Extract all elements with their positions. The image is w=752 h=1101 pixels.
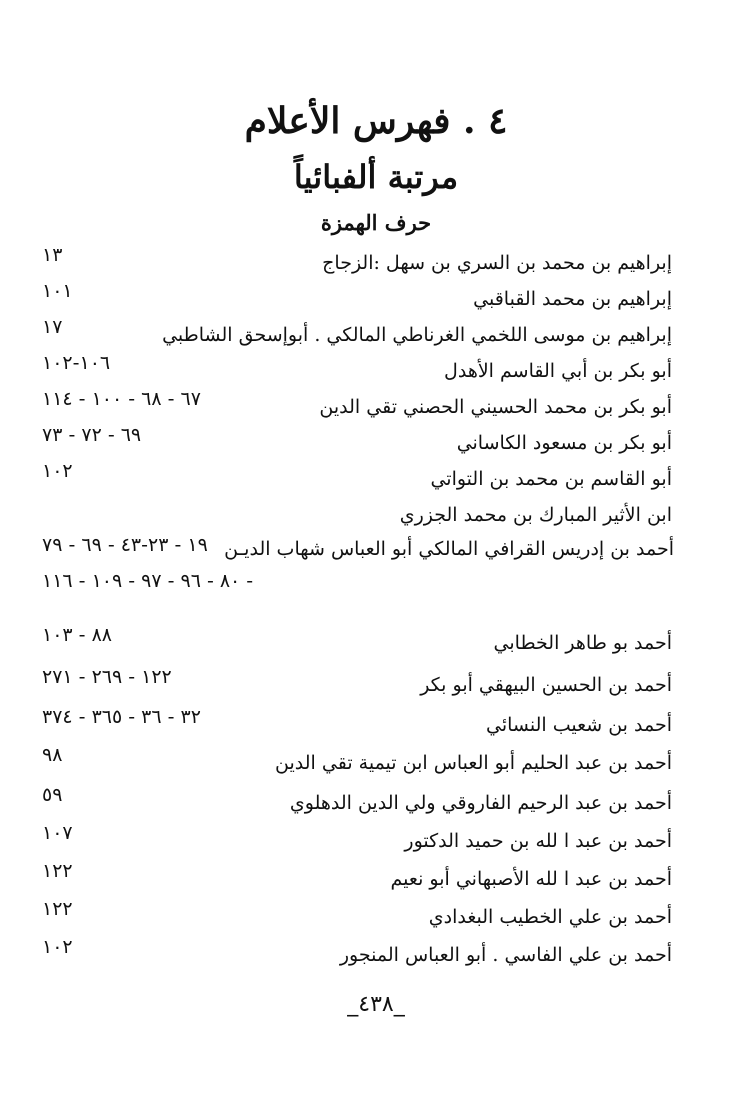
- index-entry: [0, 930, 752, 966]
- entry-pages: ٨٨ - ١٠٣: [42, 624, 112, 646]
- index-entry: [0, 310, 752, 346]
- entry-pages: ٦٩ - ٧٢ - ٧٣: [42, 424, 142, 446]
- entry-name: أحمد بن شعيب النسائي: [486, 714, 672, 736]
- entry-name: إبراهيم بن موسى اللخمي الغرناطي المالكي . أبوإسحق الشاطبي: [162, 324, 672, 346]
- entry-name: أحمد بن الحسين البيهقي أبو بكر: [420, 674, 672, 696]
- entry-pages: ٩٨: [42, 744, 63, 766]
- letter-heading: حرف الهمزة: [320, 210, 432, 235]
- index-entry: [0, 778, 752, 814]
- index-entry: [0, 238, 752, 274]
- page-number: _٤٣٨_: [347, 992, 405, 1017]
- index-entry: [0, 892, 752, 928]
- index-title: ٤ . فهرس الأعلام: [244, 100, 508, 142]
- index-entry: [0, 618, 752, 654]
- entry-name: أحمد بن عبد الحليم أبو العباس ابن تيمية تقي الدين: [275, 752, 672, 774]
- entry-pages: ١٢٢: [42, 860, 73, 882]
- entry-pages: ٣٢ - ٣٦ - ٣٦٥ - ٣٧٤: [42, 706, 201, 728]
- entry-name: أحمد بو طاهر الخطابي: [493, 632, 672, 654]
- index-entry: [0, 738, 752, 774]
- index-entry: [0, 274, 752, 310]
- index-subtitle: مرتبة ألفبائياً: [293, 158, 459, 196]
- index-entry: [0, 660, 752, 696]
- entry-name: إبراهيم بن محمد بن السري بن سهل :الزجاج: [322, 252, 672, 274]
- entry-name: أحمد بن عبد الرحيم الفاروقي ولي الدين الدهلوي: [289, 792, 672, 814]
- entry-pages: ١٧: [42, 316, 63, 338]
- entry-pages: ١٠٧: [42, 822, 73, 844]
- entry-pages: ١٠٢: [42, 460, 73, 482]
- index-entry: [0, 454, 752, 490]
- entry-name: أحمد بن إدريس القرافي المالكي أبو العباس شهاب الديـن: [224, 538, 674, 560]
- index-entry: [0, 418, 752, 454]
- index-entry: [0, 528, 752, 564]
- index-entry: [0, 382, 752, 418]
- entry-name: أبو بكر بن أبي القاسم الأهدل: [444, 360, 672, 382]
- entry-name: أحمد بن علي الخطيب البغدادي: [428, 906, 672, 928]
- entry-name: أبو بكر بن محمد الحسيني الحصني تقي الدين: [319, 396, 672, 418]
- index-entry-continuation: [0, 564, 752, 600]
- entry-pages: ١٠١: [42, 280, 73, 302]
- index-entry: [0, 346, 752, 382]
- entry-pages: ٦٧ - ٦٨ - ١٠٠ - ١١٤: [42, 388, 201, 410]
- entry-name: أحمد بن عبد ا لله بن حميد الدكتور: [404, 830, 672, 852]
- entry-name: أبو بكر بن مسعود الكاساني: [456, 432, 672, 454]
- index-entry: [0, 490, 752, 526]
- entry-name: أحمد بن علي الفاسي . أبو العباس المنجور: [339, 944, 672, 966]
- entry-pages: ٥٩: [42, 784, 63, 806]
- entry-pages: ١٠٢: [42, 936, 73, 958]
- entry-pages: ١٣: [42, 244, 63, 266]
- entry-pages: ١٠٦-١٠٢: [42, 352, 111, 374]
- index-entry: [0, 854, 752, 890]
- entry-name: ابن الأثير المبارك بن محمد الجزري: [399, 504, 672, 526]
- entry-name: أحمد بن عبد ا لله الأصبهاني أبو نعيم: [390, 868, 672, 890]
- entry-pages: ١٢٢ - ٢٦٩ - ٢٧١: [42, 666, 172, 688]
- entry-pages: - ٨٠ - ٩٦ - ٩٧ - ١٠٩ - ١١٦: [42, 570, 254, 592]
- entry-name: إبراهيم بن محمد القباقبي: [473, 288, 672, 310]
- index-entry: [0, 700, 752, 736]
- entry-pages: ١٩ - ٢٣-٤٣ - ٦٩ - ٧٩: [42, 534, 208, 556]
- index-entry: [0, 816, 752, 852]
- entry-name: أبو القاسم بن محمد بن التواتي: [430, 468, 672, 490]
- entry-pages: ١٢٢: [42, 898, 73, 920]
